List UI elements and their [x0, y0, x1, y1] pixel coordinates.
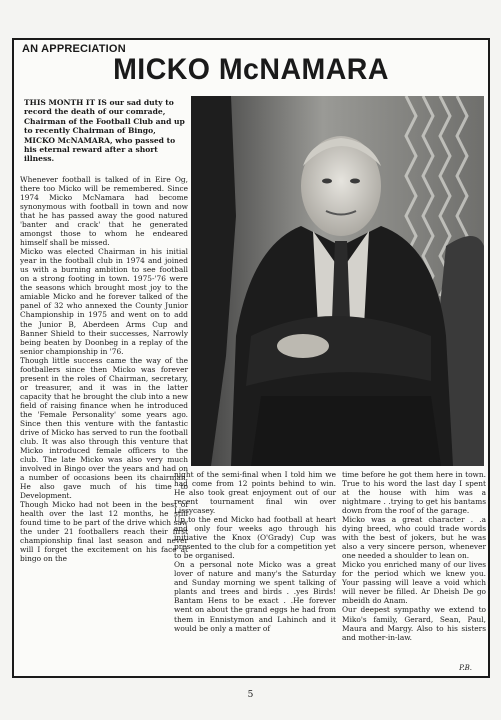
- column-1: [20, 175, 188, 563]
- column-3: [342, 470, 486, 642]
- col3-paragraph: Our deepest sympathy we extend to Miko's family, Gerard, Sean, Paul, Maura and Margy. Also to his sisters and mother-in-law.: [342, 605, 486, 642]
- column-2: [174, 470, 336, 633]
- col3-paragraph: Micko you enriched many of our lives for the period which we knew you. Your passing will leave a void which will never be filled. Ar Dheish De go mbeidh do Anam.: [342, 560, 486, 606]
- col1-paragraph: Though little success came the way of the footballers since then Micko was forever present in the roles of Chairman, secretary, or treasurer, and it was in the latter capacity that he brought the club into a new field of raising finance when he introduced the 'Female Personality' some years ago. Since then this venture with the fantastic drive of Micko has served to run the football club. It was also through this venture that Micko introduced female officers to the club. The late Micko was also very much involved in Bingo over the years and had on a number of occasions been its chairman. He also gave much of his time to Development.: [20, 355, 188, 501]
- author-signature: P.B.: [459, 664, 472, 672]
- col1-paragraph: Though Micko had not been in the best of health over the last 12 months, he still found time to be part of the drive which saw the under 21 footballers reach their first championship final last season and never will I forget the excitement on his face at bingo on the: [20, 500, 188, 564]
- intro-paragraph: THIS MONTH IT IS our sad duty to record the death of our comrade, Chairman of the Football Club and up to recently Chairman of Bingo, MICKO McNAMARA, who passed to his eternal reward after a short illness.: [24, 98, 185, 164]
- page-number: 5: [247, 690, 254, 700]
- portrait-illustration: [191, 96, 484, 466]
- col2-paragraph: night of the semi-final when I told him we had come from 12 points behind to win. He also took great enjoyment out of our recent tournament final win over Lissycasey.: [174, 470, 336, 516]
- article-frame: [12, 38, 490, 678]
- col1-paragraph: Micko was elected Chairman in his initial year in the football club in 1974 and joined us with a burning ambition to see football on a strong footing in town. 1975-'76 were the seasons which brought most joy to the amiable Micko and he forever talked of the panel of 32 who annexed the County Junior Championship in 1975 and went on to add the Junior B, Aberdeen Arms Cup and Banner Shield to their successes, Narrowly being beaten by Doonbeg in a replay of the senior championship in '76.: [20, 247, 188, 356]
- headline: MICKO McNAMARA: [113, 53, 389, 86]
- col3-paragraph: Micko was a great character . .a dying breed, who could trade words with the best of jokers, but he was also a very sincere person, whenever one needed a shoulder to lean on.: [342, 515, 486, 561]
- col1-paragraph: Whenever football is talked of in Eire Og, there too Micko will be remembered. Since 1974 Micko McNamara had become synonymous with football in town and now that he has passed away the good natured 'banter and crack' that he generated amongst those to whom he endeared himself shall be missed.: [20, 175, 188, 248]
- portrait-photo: [191, 96, 484, 466]
- col3-paragraph: time before he got them here in town. True to his word the last day I spent at the house with him was a nightmare . .trying to get his bantams down from the roof of the garage.: [342, 470, 486, 516]
- col2-paragraph: Up to the end Micko had football at heart and only four weeks ago through his initiative the Knox (O'Grady) Cup was presented to the club for a competition yet to be organised.: [174, 515, 336, 561]
- kicker: AN APPRECIATION: [22, 43, 126, 55]
- col2-paragraph: On a personal note Micko was a great lover of nature and many's the Saturday and Sunday morning we spent talking of plants and trees and birds . .yes Birds! Bantam Hens to be exact . .He forever went on about the grand eggs he had from them in Ennistymon and Lahinch and it would be only a matter of: [174, 560, 336, 633]
